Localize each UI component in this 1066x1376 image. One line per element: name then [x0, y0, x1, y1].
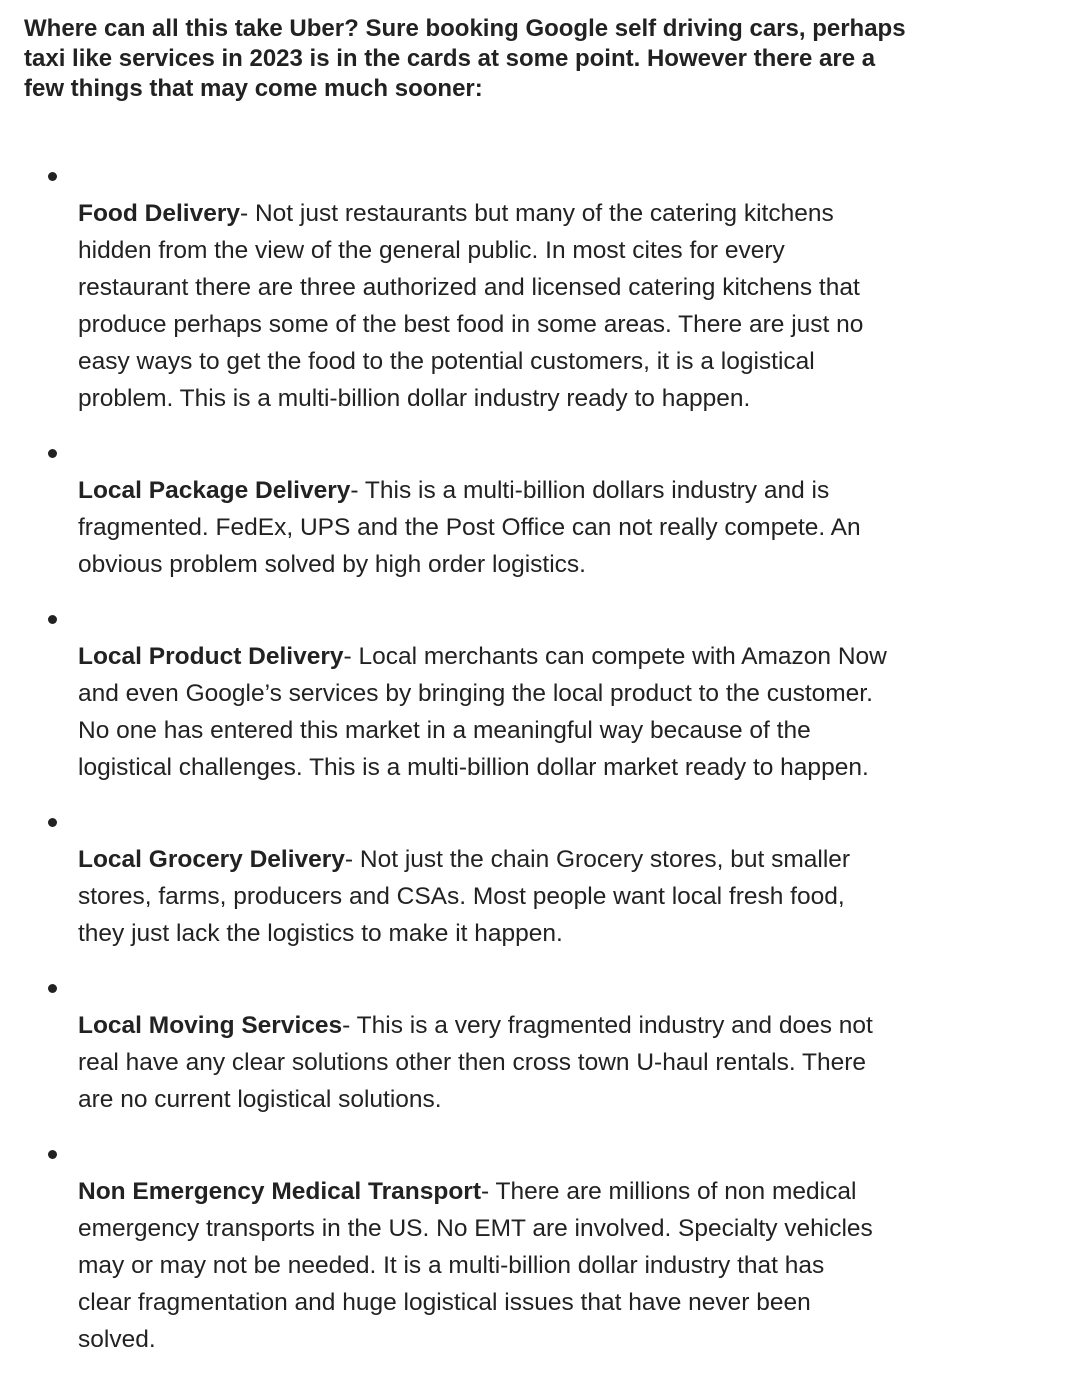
- list-item: [0, 970, 1008, 1118]
- intro-paragraph: Where can all this take Uber? Sure booking Google self driving cars, perhaps taxi like services in 2023 is in the cards at some point. However there are a few things that may come much sooner:: [24, 15, 906, 102]
- item-term: Local Package Delivery: [78, 477, 351, 504]
- bullet-icon: [48, 1150, 57, 1159]
- item-description: - There are millions of non medical emergency transports in the US. No EMT are involved. Specialty vehicles may or may not be needed. It is a multi-billion dollar industry that has clear fragmentation and huge logistical issues that have never been solved.: [78, 1178, 873, 1353]
- item-term: Local Moving Services: [78, 1012, 343, 1039]
- bullet-icon: [48, 818, 57, 827]
- item-description: - This is a very fragmented industry and does not real have any clear solutions other then cross town U-haul rentals. There are no current logistical solutions.: [78, 1012, 873, 1113]
- list-item: [0, 1136, 1008, 1358]
- item-description: - Not just restaurants but many of the catering kitchens hidden from the view of the general public. In most cites for every restaurant there are three authorized and licensed catering kitchens that produce perhaps some of the best food in some areas. There are just no easy ways to get the food to the potential customers, it is a logistical problem. This is a multi-billion dollar industry ready to happen.: [78, 200, 864, 412]
- item-term: Non Emergency Medical Transport: [78, 1178, 481, 1205]
- item-description: - Not just the chain Grocery stores, but smaller stores, farms, producers and CSAs. Most people want local fresh food, they just lack the logistics to make it happen.: [78, 846, 851, 947]
- item-description: - This is a multi-billion dollars industry and is fragmented. FedEx, UPS and the Post Office can not really compete. An obvious problem solved by high order logistics.: [78, 477, 861, 578]
- list-item: [0, 601, 1008, 786]
- item-term: Food Delivery: [78, 200, 241, 227]
- item-description: - Local merchants can compete with Amazon Now and even Google’s services by bringing the local product to the customer. No one has entered this market in a meaningful way because of the logistical challenges. This is a multi-billion dollar market ready to happen.: [78, 643, 887, 781]
- bullet-icon: [48, 449, 57, 458]
- list-item: [0, 158, 1008, 417]
- list-item: [0, 804, 1008, 952]
- item-term: Local Product Delivery: [78, 643, 344, 670]
- bullet-icon: [48, 172, 57, 181]
- bullet-icon: [48, 615, 57, 624]
- list-item: [0, 435, 1008, 583]
- delivery-opportunities-list: [0, 158, 1066, 1376]
- item-term: Local Grocery Delivery: [78, 846, 345, 873]
- bullet-icon: [48, 984, 57, 993]
